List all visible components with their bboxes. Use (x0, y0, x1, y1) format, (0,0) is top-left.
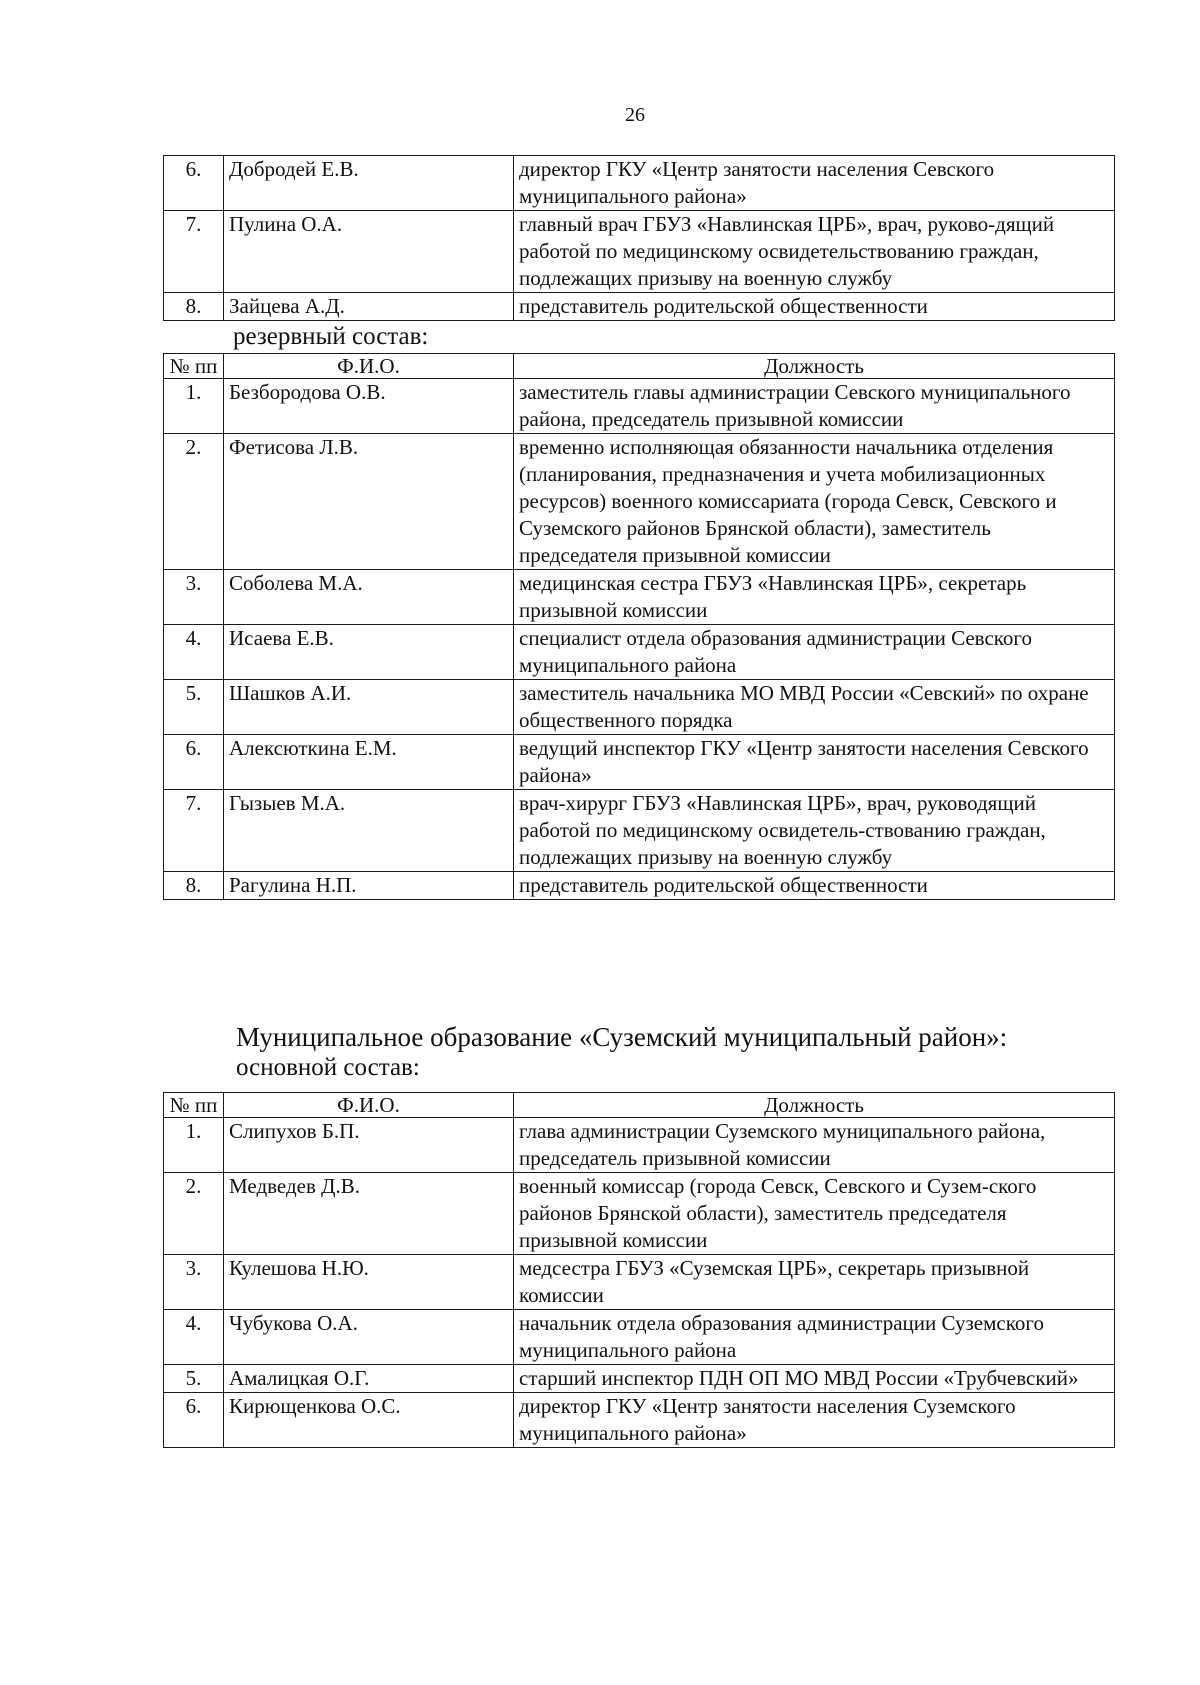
row-number: 4. (164, 1310, 224, 1365)
column-header-position: Должность (514, 1093, 1115, 1118)
row-number: 2. (164, 1173, 224, 1255)
table-row (164, 680, 1115, 735)
row-number: 1. (164, 379, 224, 434)
member-name: Зайцева А.Д. (224, 293, 514, 321)
column-header-name: Ф.И.О. (224, 354, 514, 379)
member-name: Шашков А.И. (224, 680, 514, 735)
row-number: 4. (164, 625, 224, 680)
row-number: 7. (164, 790, 224, 872)
table-row (164, 379, 1115, 434)
member-position: директор ГКУ «Центр занятости населения Севского муниципального района» (514, 156, 1115, 211)
column-header-name: Ф.И.О. (224, 1093, 514, 1118)
member-name: Медведев Д.В. (224, 1173, 514, 1255)
table-header-row (164, 354, 1115, 379)
municipality-heading: Муниципальное образование «Суземский муниципальный район»: (236, 1022, 1008, 1052)
row-number: 5. (164, 680, 224, 735)
table-row (164, 434, 1115, 570)
table-header-row (164, 1093, 1115, 1118)
column-header-position: Должность (514, 354, 1115, 379)
main-section-label: основной состав: (236, 1054, 420, 1081)
table-row (164, 156, 1115, 211)
row-number: 7. (164, 211, 224, 293)
member-name: Пулина О.А. (224, 211, 514, 293)
column-header-number: № пп (164, 354, 224, 379)
table-row (164, 790, 1115, 872)
member-position: главный врач ГБУЗ «Навлинская ЦРБ», врач, руково-дящий работой по медицинскому освидетельствованию граждан, подлежащих призыву на военную службу (514, 211, 1115, 293)
table-row (164, 1310, 1115, 1365)
member-position: военный комиссар (города Севск, Севского и Сузем-ского районов Брянской области), заместитель председателя призывной комиссии (514, 1173, 1115, 1255)
member-name: Амалицкая О.Г. (224, 1365, 514, 1393)
member-name: Кулешова Н.Ю. (224, 1255, 514, 1310)
suzemka-members-table (163, 1092, 1115, 1448)
member-name: Слипухов Б.П. (224, 1118, 514, 1173)
table-row (164, 1118, 1115, 1173)
row-number: 2. (164, 434, 224, 570)
column-header-number: № пп (164, 1093, 224, 1118)
row-number: 3. (164, 1255, 224, 1310)
member-name: Безбородова О.В. (224, 379, 514, 434)
table-row (164, 735, 1115, 790)
member-name: Алексюткина Е.М. (224, 735, 514, 790)
table-row (164, 1393, 1115, 1448)
member-position: заместитель главы администрации Севского муниципального района, председатель призывной комиссии (514, 379, 1115, 434)
member-name: Кирющенкова О.С. (224, 1393, 514, 1448)
member-position: представитель родительской общественности (514, 872, 1115, 900)
row-number: 6. (164, 1393, 224, 1448)
member-position: начальник отдела образования администрации Суземского муниципального района (514, 1310, 1115, 1365)
table-row (164, 1173, 1115, 1255)
table-row (164, 293, 1115, 321)
member-position: представитель родительской общественности (514, 293, 1115, 321)
page-number: 26 (625, 104, 645, 126)
row-number: 8. (164, 293, 224, 321)
reserve-members-table (163, 353, 1115, 900)
table-row (164, 211, 1115, 293)
table-row (164, 1365, 1115, 1393)
member-position: директор ГКУ «Центр занятости населения Суземского муниципального района» (514, 1393, 1115, 1448)
row-number: 3. (164, 570, 224, 625)
row-number: 1. (164, 1118, 224, 1173)
row-number: 6. (164, 735, 224, 790)
table-row (164, 625, 1115, 680)
member-position: врач-хирург ГБУЗ «Навлинская ЦРБ», врач, руководящий работой по медицинскому освидетель-ствованию граждан, подлежащих призыву на военную службу (514, 790, 1115, 872)
member-name: Рагулина Н.П. (224, 872, 514, 900)
member-position: временно исполняющая обязанности начальника отделения (планирования, предназначения и учета мобилизационных ресурсов) военного комиссариата (города Севск, Севского и Суземского районов Брянской области), заместитель председателя призывной комиссии (514, 434, 1115, 570)
row-number: 8. (164, 872, 224, 900)
member-name: Гызыев М.А. (224, 790, 514, 872)
member-position: медицинская сестра ГБУЗ «Навлинская ЦРБ», секретарь призывной комиссии (514, 570, 1115, 625)
row-number: 6. (164, 156, 224, 211)
table-row (164, 570, 1115, 625)
member-name: Чубукова О.А. (224, 1310, 514, 1365)
member-position: старший инспектор ПДН ОП МО МВД России «Трубчевский» (514, 1365, 1115, 1393)
row-number: 5. (164, 1365, 224, 1393)
member-name: Соболева М.А. (224, 570, 514, 625)
members-table-continued (163, 155, 1115, 321)
reserve-section-label: резервный состав: (233, 323, 429, 350)
member-position: глава администрации Суземского муниципального района, председатель призывной комиссии (514, 1118, 1115, 1173)
table-row (164, 1255, 1115, 1310)
member-position: заместитель начальника МО МВД России «Севский» по охране общественного порядка (514, 680, 1115, 735)
member-name: Добродей Е.В. (224, 156, 514, 211)
table-row (164, 872, 1115, 900)
member-name: Исаева Е.В. (224, 625, 514, 680)
member-name: Фетисова Л.В. (224, 434, 514, 570)
member-position: специалист отдела образования администрации Севского муниципального района (514, 625, 1115, 680)
member-position: медсестра ГБУЗ «Суземская ЦРБ», секретарь призывной комиссии (514, 1255, 1115, 1310)
member-position: ведущий инспектор ГКУ «Центр занятости населения Севского района» (514, 735, 1115, 790)
